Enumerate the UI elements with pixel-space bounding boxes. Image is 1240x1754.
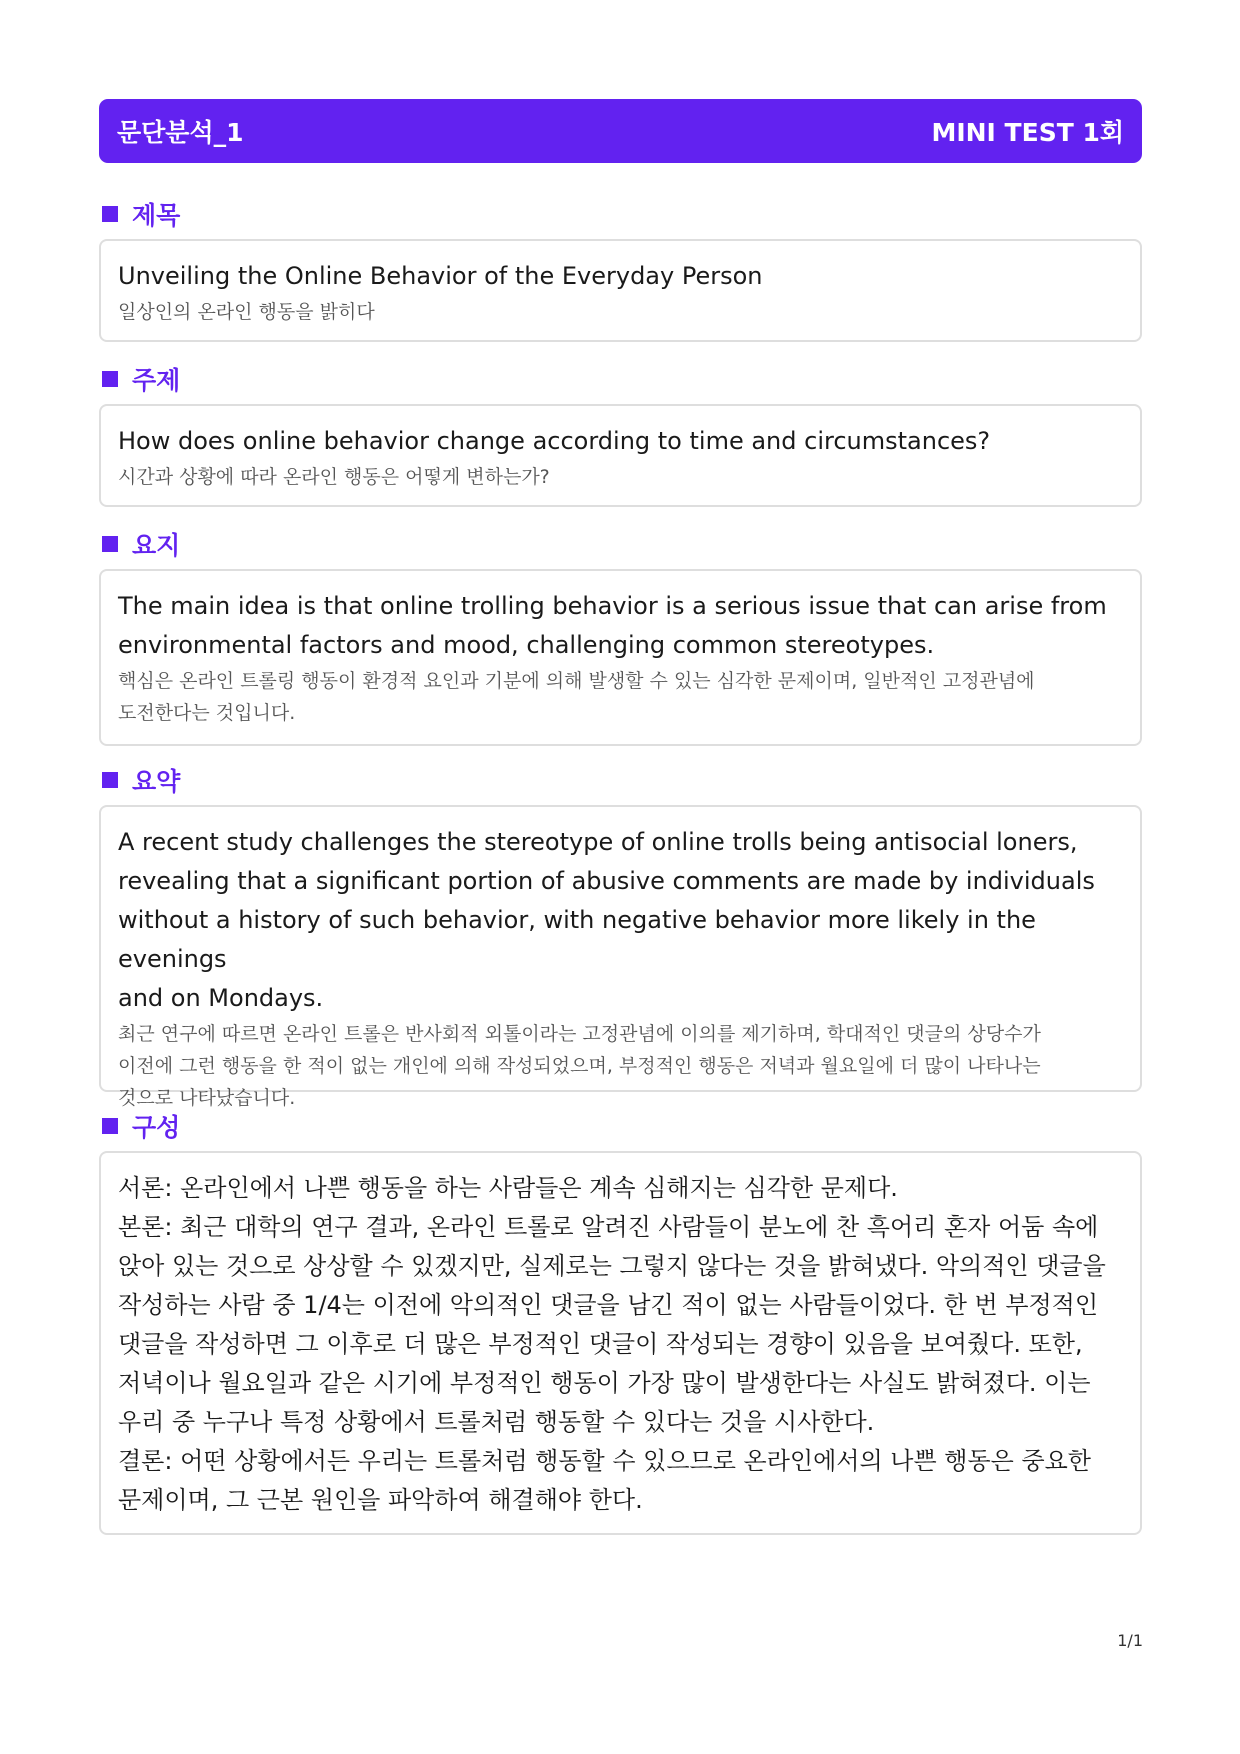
- square-bullet-icon: [102, 371, 118, 387]
- title-korean: 일상인의 온라인 행동을 밝히다: [118, 301, 375, 323]
- section-heading-title: [102, 196, 180, 232]
- structure-line: 댓글을 작성하면 그 이후로 더 많은 부정적인 댓글이 작성되는 경향이 있음을 보여줬다. 또한,: [118, 1330, 1083, 1358]
- summary-korean-line: 이전에 그런 행동을 한 적이 없는 개인에 의해 작성되었으며, 부정적인 행동은 저녁과 월요일에 더 많이 나타나는: [118, 1055, 1041, 1077]
- document-title: 문단분석_1: [117, 118, 244, 147]
- structure-line: 저녁이나 월요일과 같은 시기에 부정적인 행동이 가장 많이 발생한다는 사실도 밝혀졌다. 이는: [118, 1369, 1091, 1397]
- structure-box: [99, 1151, 1142, 1535]
- structure-line: 문제이며, 그 근본 원인을 파악하여 해결해야 한다.: [118, 1486, 643, 1514]
- summary-english-line: A recent study challenges the stereotype of online trolls being antisocial loners,: [118, 828, 1078, 856]
- gist-box: [99, 569, 1142, 746]
- summary-english-line: without a history of such behavior, with negative behavior more likely in the evenings: [118, 906, 1036, 973]
- section-heading-gist: [102, 526, 180, 562]
- gist-korean-line: 도전한다는 것입니다.: [118, 702, 296, 724]
- section-heading-label: 요약: [132, 767, 181, 796]
- square-bullet-icon: [102, 536, 118, 552]
- title-english: Unveiling the Online Behavior of the Everyday Person: [118, 262, 763, 290]
- title-box: [99, 239, 1142, 342]
- structure-line: 결론: 어떤 상황에서든 우리는 트롤처럼 행동할 수 있으므로 온라인에서의 나쁜 행동은 중요한: [118, 1447, 1091, 1475]
- gist-english-line: environmental factors and mood, challenging common stereotypes.: [118, 631, 935, 659]
- structure-line: 우리 중 누구나 특정 상황에서 트롤처럼 행동할 수 있다는 것을 시사한다.: [118, 1408, 875, 1436]
- summary-korean-line: 것으로 나타났습니다.: [118, 1087, 296, 1109]
- section-heading-label: 구성: [132, 1113, 181, 1142]
- summary-english-line: revealing that a significant portion of abusive comments are made by individuals: [118, 867, 1095, 895]
- structure-line: 본론: 최근 대학의 연구 결과, 온라인 트롤로 알려진 사람들이 분노에 찬 흑어리 혼자 어둠 속에: [118, 1213, 1099, 1241]
- section-heading-structure: [102, 1108, 180, 1144]
- section-heading-topic: [102, 361, 180, 397]
- structure-line: 앉아 있는 것으로 상상할 수 있겠지만, 실제로는 그렇지 않다는 것을 밝혀냈다. 악의적인 댓글을: [118, 1252, 1106, 1280]
- page-number: 1/1: [1117, 1631, 1143, 1650]
- square-bullet-icon: [102, 1118, 118, 1134]
- gist-korean-line: 핵심은 온라인 트롤링 행동이 환경적 요인과 기분에 의해 발생할 수 있는 심각한 문제이며, 일반적인 고정관념에: [118, 670, 1035, 692]
- section-heading-summary: [102, 762, 180, 798]
- topic-korean: 시간과 상황에 따라 온라인 행동은 어떻게 변하는가?: [118, 466, 550, 488]
- test-label: MINI TEST 1회: [931, 118, 1124, 147]
- topic-box: [99, 404, 1142, 507]
- topic-english: How does online behavior change according to time and circumstances?: [118, 427, 991, 455]
- section-heading-label: 주제: [132, 366, 181, 395]
- summary-box: [99, 805, 1142, 1109]
- structure-line: 작성하는 사람 중 1/4는 이전에 악의적인 댓글을 남긴 적이 없는 사람들이었다. 한 번 부정적인: [118, 1291, 1099, 1319]
- structure-line: 서론: 온라인에서 나쁜 행동을 하는 사람들은 계속 심해지는 심각한 문제다.: [118, 1174, 898, 1202]
- square-bullet-icon: [102, 206, 118, 222]
- summary-english-line: and on Mondays.: [118, 984, 324, 1012]
- gist-english-line: The main idea is that online trolling behavior is a serious issue that can arise from: [118, 592, 1107, 620]
- summary-korean-line: 최근 연구에 따르면 온라인 트롤은 반사회적 외톨이라는 고정관념에 이의를 제기하며, 학대적인 댓글의 상당수가: [118, 1023, 1041, 1045]
- section-heading-label: 제목: [132, 201, 181, 230]
- square-bullet-icon: [102, 772, 118, 788]
- header-bar: [99, 99, 1142, 163]
- section-heading-label: 요지: [132, 531, 181, 560]
